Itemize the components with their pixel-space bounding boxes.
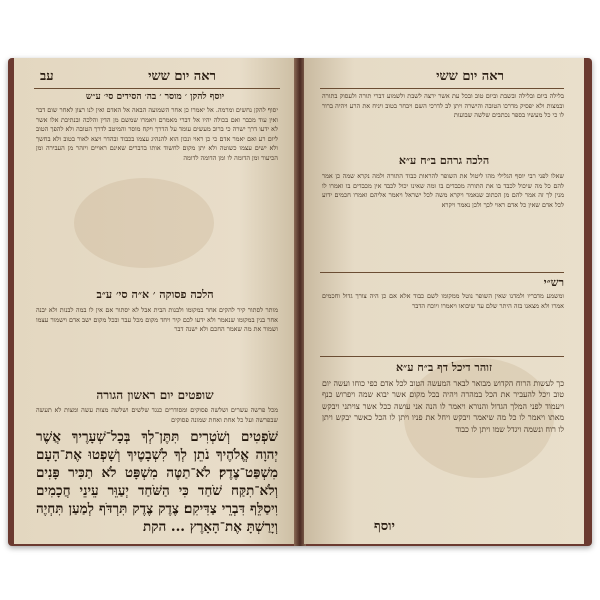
section-heading-halacha: הלכה פסוקה ׳ א״ה סי׳ ע״ב [96,288,214,301]
paragraph: יסוף להקן נחשים ומרמה. אל יאמרו כן אחר השמועה הבאה אל האדם ואין לנו רצון לאחר שום דבר ואין עוד מכבר ואם בכולה יהיו אל דברי מאמרם ויאמרו שמשם מן הדין והלכה ובנתיבת אלו אשר לא ידעו דרך ישרה כי ברוב מעשים עומד על הדרך ויקח מוסר והמיטב לדרך הטובה ולא להפך הטוב ליום רע ואם יאמר אדם כי כן ראוי ונכון הוא להנהיג עצמו בכבוד ובהדר ויצא לאור בטוב ולא בחשך ולא ישים עצמו כשוטה ולא יתן מקום לחשוד אותו בדברים שאינם ראויים ויזהר מן העבירה ומן הכיעור ומן הדומה לו ומן הדומה לדומה [35,106,278,162]
text-block-2 [36,306,278,380]
text-block-4 [322,378,564,512]
book-spread [8,58,592,546]
left-folio: עב [40,69,54,84]
torah-verse: שֹׁפְטִים וְשֹׁטְרִים תִּתֶּן־לְךָ בְּכָל־שְׁעָרֶיךָ אֲשֶׁר יְהוָה אֱלֹהֶיךָ נֹתֵן לְךָ לִשְׁבָטֶיךָ וְשָׁפְטוּ אֶת־הָעָם מִשְׁפַּט־צֶדֶק׃ לֹא־תַטֶּה מִשְׁפָּט לֹא תַכִּיר פָּנִים וְלֹא־תִקַּח שֹׁחַד כִּי הַשֹּׁחַד יְעַוֵּר עֵינֵי חֲכָמִים וִיסַלֵּף דִּבְרֵי צַדִּיקִם׃ צֶדֶק צֶדֶק תִּרְדֹּף לְמַעַן תִּחְיֶה וְיָרַשְׁתָּ אֶת־הָאָרֶץ ... הקת [36,429,278,535]
paragraph: מכל פרשה עשרים ושלשה פסוקים ומסודרים כנגד שלשים ושלשה מצות עשה ומצות לא תעשה שבפרשה ועל כל אחת ואחת שמונה פסוקים [36,406,278,424]
text-block-1 [322,92,564,150]
left-running-head: ראה יום ששי [148,69,216,84]
section-heading-rash: רש״י [543,276,564,289]
catchword: יוסף [374,519,395,534]
head-rule [34,88,280,89]
right-page [304,58,584,544]
paragraph: שאלו לפני רבי יוסף הגלילי מהו ליטול את השופר להראות כבוד התורה ולמה נקרא שמה כן אמר להם כל מה שיכול לכבד בו את התורה מכבדים בו ומה שאינו יכול לכבד אין מכבדים בו ואמרו לו מנין לך זה אמר להם מן הכתוב שנאמר ויקרא משה לכל ישראל ויאמר אליהם ואמרו חכמים ידוע לכל אדם שאין כל אדם ראוי לכך ולכן נאמר ויקרא [322,172,564,209]
section-rule [320,272,564,273]
text-block-3 [322,292,564,352]
text-block-1 [36,106,278,284]
right-running-head: ראה יום ששי [436,69,504,84]
left-page [14,58,296,544]
head-rule [320,88,564,89]
section-rule [320,356,564,357]
paragraph: בלילה ביום ובלילה ובשבת וביום טוב ובכל עת אשר ירצה לשבת ולשמוע דברי תורה ולעסוק בתורה ובמצות ולא יפסיק מדרכו הטובה והישרה ויתן לב לדרכי השם ויבחר בטוב ויניח את הרע ויהיה ברור לו כי כל מעשיו בספר נכתבים שלשה שבועות [322,92,564,120]
section-heading-zohar: זוהר דיכל דף ב״ח ע״א [395,361,493,374]
paragraph: מותר לסתור קיר להקים אחר במקומו ולבנות הבית אבל לא יסתור אם אין לו במה לבנות ולא יבנה אחר בנין במקומו שנאמר ולא ידעו לכם קיר ויחד מקום מכל עבר ובכל מקום ישב אדם וישמור עצמו ושמור את מה שאמר החכם ולא ישנה דבר [36,306,278,334]
section-heading-halacha: הלכה גרהם ב״ח ע״א [398,154,490,167]
section-heading-shoftim: שופטים יום ראשון הגורה [96,388,214,402]
paragraph: כך לעשות הרוח הקדוש מבואר לבאר המעשה הטוב לכל אדם כפי כוחו ועשה יום טוב ויכל להעביר את הכל במהרה ויהיה בכל מקום אשר יבוא שמה ויפרוש כנף ויעמוד לפני המלך הגדול והנורא ויאמר לו הנה אני עושה ככל אשר צויתני ויבקש מאתו ויאמר לו כל מה שיאמר ויבקש ויחל את פניו ויתן לו הכל כאשר יבקש ויתן לו רוח ונשמה ויגדל שמו ויתן לו כבוד [322,379,564,434]
text-block-2 [322,172,564,268]
paragraph: ומשמע מדבריו ולמדנו שאין השופר נוטל ממקומו לשם כבוד אלא אם כן היה צורך גדול וחכמים אמרו ולא מצאנו בזה היתר שלם עד שיבואו ויאמרו ויוכח הדבר [322,292,564,310]
text-block-3 [36,406,278,426]
section-heading-yosef: יוסף להקן ׳ מוסר ׳ בה׳ הסידים סי׳ ע״ש [85,92,225,102]
